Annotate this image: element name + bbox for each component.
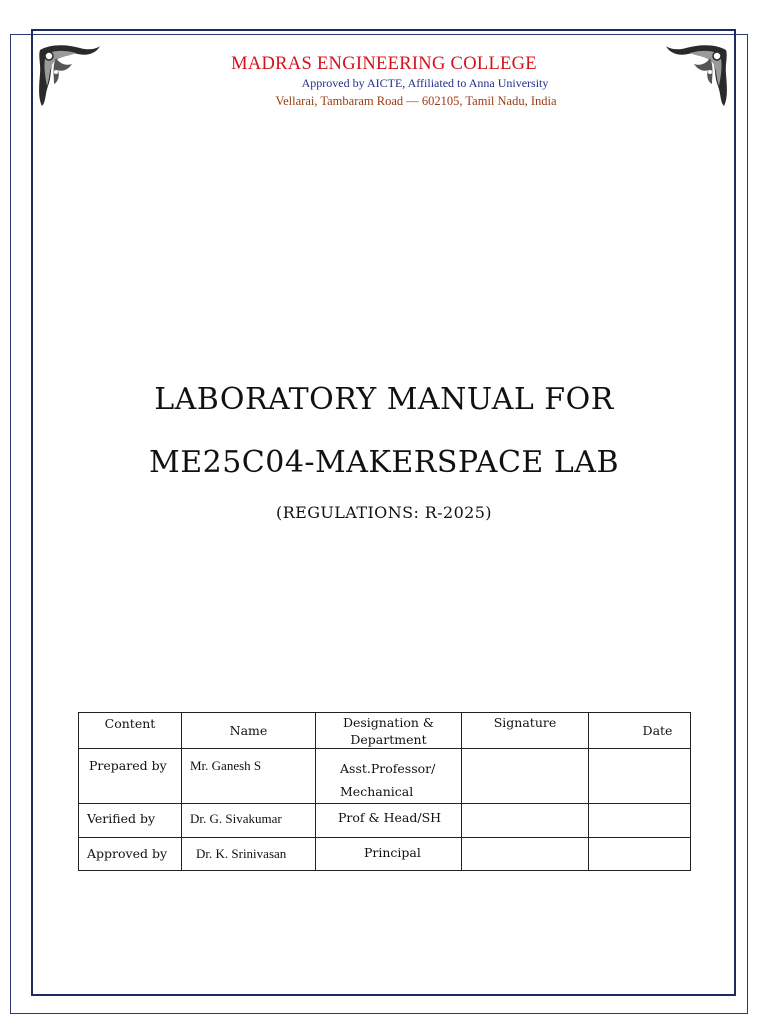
table-row — [79, 838, 691, 871]
designation-line1: Principal — [364, 845, 421, 860]
header-name-label: Name — [229, 723, 268, 738]
role-cell — [79, 804, 182, 838]
college-address: Vellarai, Tambaram Road — 602105, Tamil Nadu, India — [275, 94, 557, 108]
designation-cell — [316, 804, 462, 838]
corner-ornament-icon — [664, 42, 730, 108]
header-cell-content — [79, 713, 182, 749]
table-row — [79, 749, 691, 804]
manual-title-line2: ME25C04-MAKERSPACE LAB — [148, 445, 619, 480]
header-designation-label-line2: Department — [350, 732, 427, 747]
name-cell — [182, 804, 316, 838]
header-signature-label: Signature — [493, 715, 557, 730]
role-label: Verified by — [87, 811, 156, 826]
role-cell — [79, 838, 182, 871]
corner-ornament-icon — [36, 42, 102, 108]
approval-table — [78, 712, 691, 871]
person-name: Dr. K. Srinivasan — [196, 846, 287, 861]
date-cell — [589, 804, 691, 838]
manual-title-line1: LABORATORY MANUAL FOR — [154, 382, 614, 417]
table-header-row — [79, 713, 691, 749]
table-row — [79, 804, 691, 838]
date-cell — [589, 838, 691, 871]
header-cell-signature — [462, 713, 589, 749]
designation-line1: Asst.Professor/ — [340, 761, 436, 776]
name-cell — [182, 838, 316, 871]
header-cell-date — [589, 713, 691, 749]
header-cell-designation — [316, 713, 462, 749]
signature-cell — [462, 804, 589, 838]
person-name: Mr. Ganesh S — [190, 758, 262, 773]
person-name: Dr. G. Sivakumar — [190, 811, 282, 826]
regulations-label: (REGULATIONS: R-2025) — [276, 503, 492, 522]
name-cell — [182, 749, 316, 804]
role-label: Approved by — [87, 846, 168, 861]
designation-cell — [316, 838, 462, 871]
header-cell-name — [182, 713, 316, 749]
signature-cell — [462, 749, 589, 804]
approval-line: Approved by AICTE, Affiliated to Anna University — [301, 76, 549, 90]
header-content-label: Content — [104, 716, 156, 731]
header-date-label: Date — [642, 723, 673, 738]
designation-cell — [316, 749, 462, 804]
date-cell — [589, 749, 691, 804]
designation-line2: Mechanical — [340, 784, 414, 799]
header-designation-label-line1: Designation & — [342, 715, 435, 730]
signature-cell — [462, 838, 589, 871]
designation-line1: Prof & Head/SH — [338, 810, 442, 825]
college-name: MADRAS ENGINEERING COLLEGE — [231, 54, 537, 74]
role-label: Prepared by — [89, 758, 167, 773]
role-cell — [79, 749, 182, 804]
